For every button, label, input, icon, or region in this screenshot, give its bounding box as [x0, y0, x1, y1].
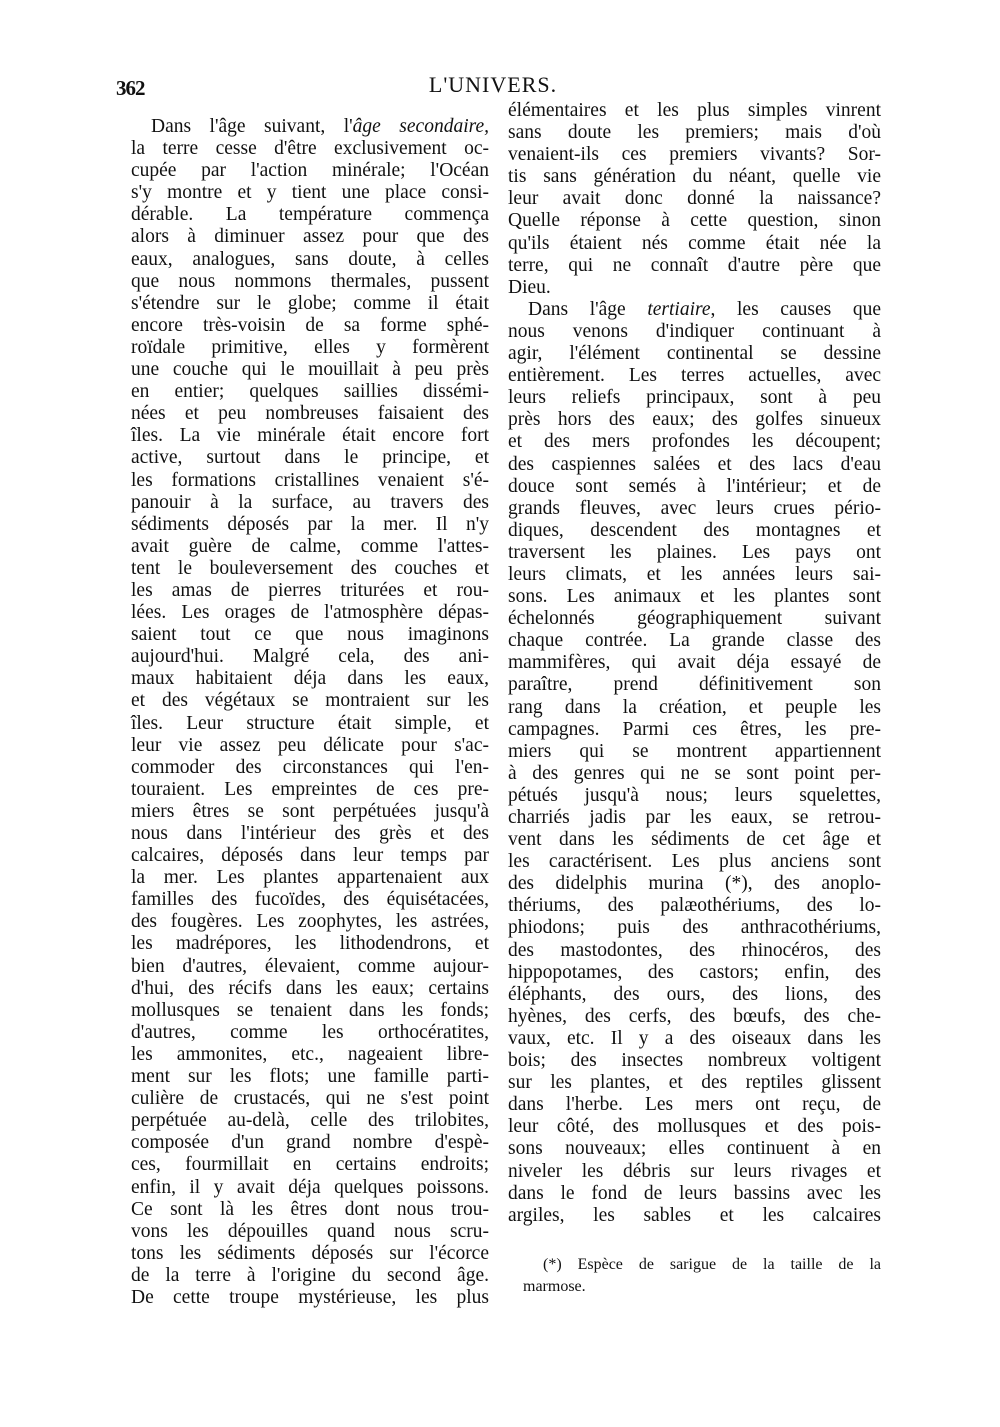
text-line: de la terre à l'origine du second âge. [131, 1264, 489, 1286]
text-line: avait guère de calme, comme l'attes- [131, 535, 489, 557]
text-line: panouir à la surface, au travers des [131, 491, 489, 513]
text-line: tis sans génération du néant, quelle vie [508, 166, 881, 188]
text-line: échelonnés géographiquement suivant [508, 608, 881, 630]
text-line: des caspiennes salées et des lacs d'eau [508, 453, 881, 475]
text-line: sur les plantes, et des reptiles glissent [508, 1072, 881, 1094]
text-line: éléphants, des ours, des lions, des [508, 983, 881, 1005]
right-column [508, 100, 881, 1227]
text-line: des mastodontes, des rhinocéros, des [508, 939, 881, 961]
text-line: des didelphis murina (*), des anoplo- [508, 873, 881, 895]
text-line: à des genres qui ne se sont point per- [508, 762, 881, 784]
text-line: enfin, il y avait déja quelques poissons. [131, 1176, 489, 1198]
text-line: traversent les plaines. Les pays ont [508, 541, 881, 563]
text-line: mollusques se tenaient dans les fonds; [131, 999, 489, 1021]
text-line: vons les dépouilles quand nous scru- [131, 1220, 489, 1242]
text-line: les madrépores, les lithodendrons, et [131, 933, 489, 955]
text-line: touraient. Les empreintes de ces pre- [131, 778, 489, 800]
text-line: aujourd'hui. Malgré cela, des ani- [131, 646, 489, 668]
text-line: sons. Les animaux et les plantes sont [508, 586, 881, 608]
text-line: composée d'un grand nombre d'espè- [131, 1132, 489, 1154]
text-line: leurs reliefs principaux, sont à peu [508, 387, 881, 409]
text-line: bien d'autres, élevaient, comme aujour- [131, 955, 489, 977]
text-line: des fougères. Les zoophytes, les astrées, [131, 911, 489, 933]
text-line: dans le fond de leurs bassins avec les [508, 1182, 881, 1204]
text-line: charriés jadis par les eaux, se retrou- [508, 807, 881, 828]
text-line: familles des fucoïdes, des équisétacées, [131, 889, 489, 911]
text-line: niveler les débris sur leurs rivages et [508, 1160, 881, 1182]
text-line: leur avait donc donné la naissance? [508, 188, 881, 210]
text-line: campagnes. Parmi ces êtres, les pre- [508, 718, 881, 740]
left-column [131, 116, 489, 1309]
text-line: active, surtout dans le principe, et [131, 447, 489, 469]
text-line: nous dans l'intérieur des grès et des [131, 823, 489, 844]
text-segment: Dans l'âge suivant, l' [151, 116, 353, 137]
text-line: Quelle réponse à cette question, sinon [508, 210, 881, 232]
text-line: et des mers profondes les découpent; [508, 431, 881, 453]
text-line: cupée par l'action minérale; l'Océan [131, 160, 489, 182]
text-line [508, 277, 881, 299]
text-segment: Dieu. [508, 276, 551, 298]
text-line: les caractérisent. Les plus anciens sont [508, 851, 881, 873]
text-line: et des végétaux se montraient sur les [131, 690, 489, 712]
text-line: terre, qui ne connaît d'autre père que [508, 254, 881, 276]
text-line: d'hui, des récifs dans les eaux; certains [131, 977, 489, 999]
text-line: venaient-ils ces premiers vivants? Sor- [508, 144, 881, 166]
text-line: les amas de pierres triturées et rou- [131, 579, 489, 601]
text-line: miers qui se montrent appartiennent [508, 740, 881, 762]
text-line: leur côté, des mollusques et des pois- [508, 1116, 881, 1138]
text-segment: Dans l'âge [528, 298, 648, 320]
text-line: vaux, etc. Il y a des oiseaux dans les [508, 1027, 881, 1049]
text-line: tent le bouleversement des couches et [131, 557, 489, 579]
italic-term: tertiaire [647, 298, 711, 320]
text-line: roïdale primitive, elles y formèrent [131, 336, 489, 358]
text-line: calcaires, déposés dans leur temps par [131, 845, 489, 867]
running-head-text: L'UNIVERS. [428, 72, 558, 97]
text-line: diques, descendent des montagnes et [508, 519, 881, 541]
text-line: perpétuée au-delà, celle des trilobites, [131, 1110, 489, 1132]
italic-term: âge secondaire, [352, 116, 490, 137]
text-line: nées et peu nombreuses faisaient des [131, 403, 489, 425]
text-line: sans doute les premiers; mais d'où [508, 122, 881, 144]
text-line: qu'ils étaient nés comme était née la [508, 232, 881, 254]
text-line: que nous nommons thermales, pussent [131, 270, 489, 292]
text-line: en entier; quelques saillies dissémi- [131, 381, 489, 403]
text-line: eaux, analogues, sans doute, à celles [131, 248, 489, 270]
text-line: phiodons; puis des anthracothériums, [508, 917, 881, 939]
text-line: commoder des circonstances qui l'en- [131, 756, 489, 778]
text-line: s'étendre sur le globe; comme il était [131, 292, 489, 314]
text-line: grands fleuves, avec leurs crues pério- [508, 497, 881, 519]
text-line: mammifères, qui avait déja essayé de [508, 652, 881, 674]
text-line: îles. Leur structure était simple, et [131, 712, 489, 734]
text-line: pétués jusqu'à nous; leurs squelettes, [508, 784, 881, 806]
text-line: alors à diminuer assez pour que des [131, 226, 489, 248]
text-line: ment sur les flots; une famille parti- [131, 1066, 489, 1088]
text-line: une couche qui le mouillait à peu près [131, 359, 489, 381]
text-line: tons les sédiments déposés sur l'écorce [131, 1242, 489, 1264]
text-line: la terre cesse d'être exclusivement oc- [131, 138, 489, 160]
text-line: près hors des eaux; des golfes sinueux [508, 409, 881, 431]
text-line: culière de crustacés, qui ne s'est point [131, 1088, 489, 1110]
text-segment: , les causes que [710, 298, 881, 320]
text-line: entièrement. Les terres actuelles, avec [508, 365, 881, 387]
text-line: saient tout ce que nous imaginons [131, 624, 489, 646]
text-line: douce sont semés à l'intérieur; et de [508, 475, 881, 497]
text-line: thériums, des palæothériums, des lo- [508, 895, 881, 917]
text-line: ces, fourmillait en certains endroits; [131, 1154, 489, 1176]
text-line: encore très-voisin de sa forme sphé- [131, 314, 489, 336]
text-line: argiles, les sables et les calcaires [508, 1204, 881, 1226]
text-line [131, 116, 489, 138]
text-line: nous venons d'indiquer continuant à [508, 320, 881, 342]
text-line: agir, l'élément continental se dessine [508, 343, 881, 365]
footnote [523, 1254, 881, 1298]
text-line: dérable. La température commença [131, 204, 489, 226]
text-line: (*) Espèce de sarigue de la taille de la [543, 1256, 881, 1273]
text-line: îles. La vie minérale était encore fort [131, 425, 489, 447]
text-line: dans l'herbe. Les mers ont reçu, de [508, 1094, 881, 1116]
page-number: 362 [116, 76, 145, 100]
text-line: hyènes, des cerfs, des bœufs, des che- [508, 1005, 881, 1027]
text-line: bois; des insectes nombreux voltigent [508, 1050, 881, 1072]
text-line: sédiments déposés par la mer. Il n'y [131, 513, 489, 535]
text-line: chaque contrée. La grande classe des [508, 630, 881, 652]
text-line: les formations cristallines venaient s'é- [131, 469, 489, 491]
text-line: leur vie assez peu délicate pour s'ac- [131, 734, 489, 756]
running-head [0, 72, 1000, 98]
text-line: la mer. Les plantes appartenaient aux [131, 867, 489, 889]
text-line: maux habitaient déja dans les eaux, [131, 668, 489, 690]
text-line: sons nouveaux; elles continuent à en [508, 1138, 881, 1160]
text-line: rang dans la création, et peuple les [508, 696, 881, 718]
text-line: hippopotames, des castors; enfin, des [508, 961, 881, 983]
text-line: miers êtres se sont perpétuées jusqu'à [131, 800, 489, 822]
text-line: leurs climats, et les années leurs sai- [508, 563, 881, 585]
text-line: vent dans les sédiments de cet âge et [508, 829, 881, 851]
text-line: lées. Les orages de l'atmosphère dépas- [131, 602, 489, 624]
text-line: De cette troupe mystérieuse, les plus [131, 1286, 489, 1308]
text-line [508, 299, 881, 321]
text-line [523, 1276, 881, 1298]
text-line: s'y montre et y tient une place consi- [131, 182, 489, 204]
text-line: paraître, prend définitivement son [508, 674, 881, 696]
text-segment: marmose. [523, 1278, 586, 1296]
text-line: Ce sont là les êtres dont nous trou- [131, 1198, 489, 1220]
text-line: d'autres, comme les orthocératites, [131, 1021, 489, 1043]
text-line: élémentaires et les plus simples vinrent [508, 100, 881, 121]
text-line: les ammonites, etc., nageaient libre- [131, 1043, 489, 1065]
